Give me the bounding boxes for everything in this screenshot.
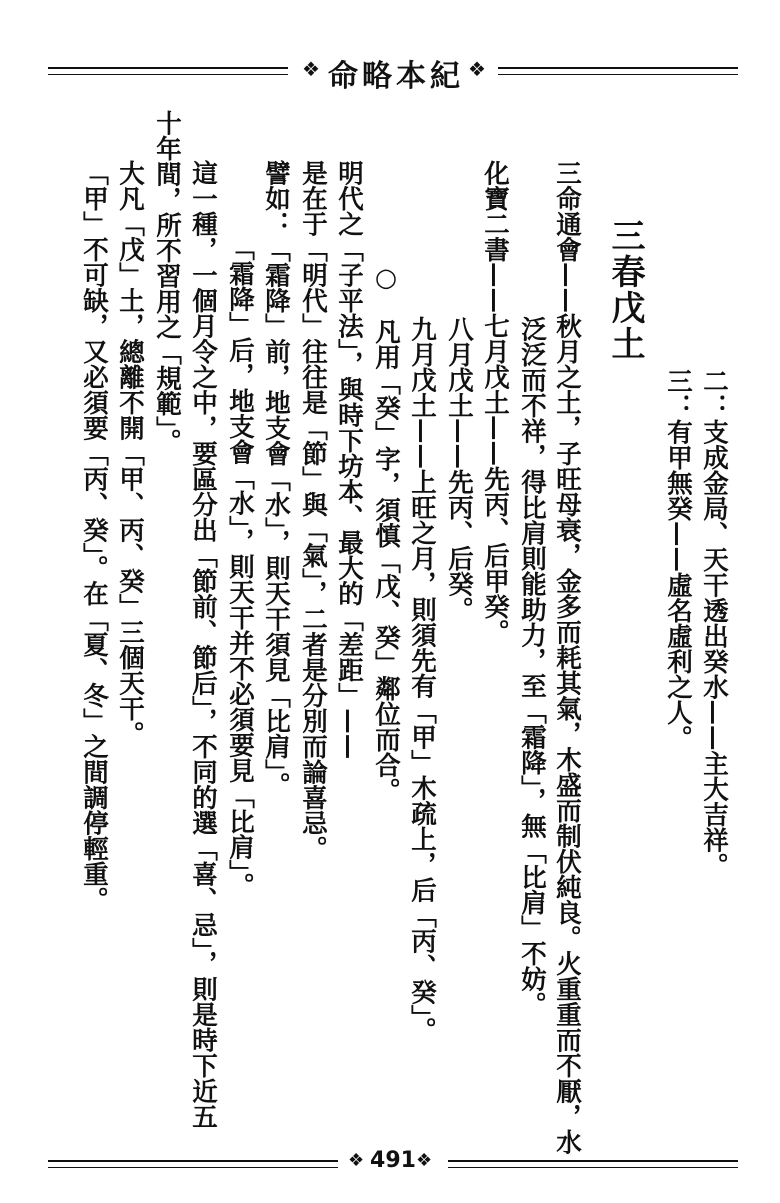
text-column: 十年間，所不習用之「規範」。	[152, 110, 182, 455]
text-column: 三命通會——秋月之土，子旺母衰，金多而耗其氣，木盛而制伏純良。火重重而不厭，水	[552, 160, 582, 1155]
header-rule-right	[498, 67, 738, 75]
text-column: 是在于「明代」往往是「節」與「氣」，二者是分別而論喜忌。	[298, 160, 328, 862]
text-column: ○ 凡用「癸」字，須慎「戊、癸」鄰位而合。	[371, 263, 401, 803]
section-heading: 三春戊土	[605, 218, 645, 362]
text-column: 「甲」不可缺，又必須要「丙、癸」。在「夏、冬」之間調停輕重。	[79, 160, 109, 913]
page-number: 491	[370, 1148, 416, 1173]
page-footer	[48, 1150, 738, 1180]
text-column: 八月戊土——先丙、后癸。	[444, 316, 474, 622]
text-column: 化寶二書——七月戊土——先丙、后甲癸。	[480, 160, 510, 645]
ornament-icon: ❖	[416, 1150, 433, 1171]
text-column: 大凡「戊」土，總離不開「甲、丙、癸」三個天干。	[115, 160, 145, 747]
text-column: 二：支成金局、天干透出癸水——主大吉祥。	[699, 368, 729, 878]
footer-rule-left	[48, 1160, 338, 1168]
text-column: 泛泛而不祥，得比肩則能助力，至「霜降」，無「比肩」不妨。	[517, 316, 547, 1018]
text-column: 「霜降」后，地支會「水」，則天干并不必須要見「比肩」。	[225, 235, 255, 898]
header-rule-left	[48, 67, 288, 75]
text-column: 這一種，一個月令之中，要區分出「節前、節后」，不同的選「喜、忌」，則是時下近五	[188, 160, 218, 1129]
ornament-icon: ❖	[302, 57, 320, 81]
page-header	[48, 55, 738, 94]
text-column: 九月戊土——上旺之月，則須先有「甲」木疏上，后「丙、癸」。	[407, 316, 437, 1043]
text-column: 三：有甲無癸——虛名虛利之人。	[663, 368, 693, 751]
text-column: 譬如：「霜降」前，地支會「水」，則天干須見「比肩」。	[261, 160, 291, 798]
footer-rule-right	[448, 1160, 738, 1168]
text-column: 明代之「子平法」，與時下坊本、最大的「差距」——	[334, 160, 364, 760]
ornament-icon: ❖	[468, 57, 486, 81]
running-title: 命略本紀	[328, 59, 464, 94]
ornament-icon: ❖	[348, 1150, 365, 1171]
